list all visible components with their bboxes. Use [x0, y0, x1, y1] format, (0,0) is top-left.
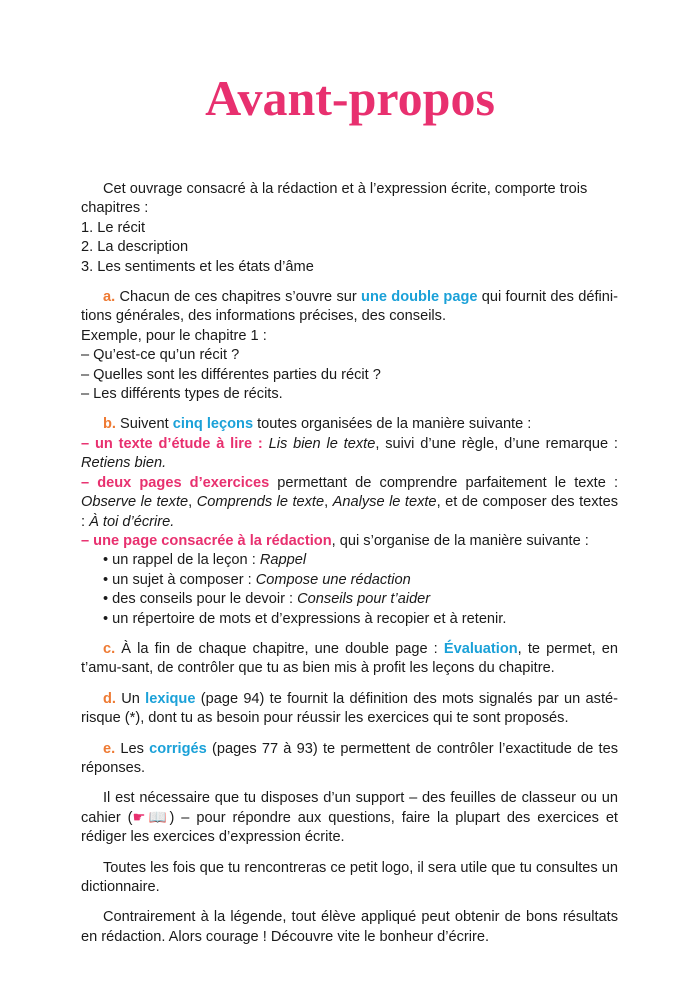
book-icon: 📖 [145, 809, 170, 826]
section-d: d. Un lexique (page 94) te fournit la définition des mots signalés par un asté-risque (*), dont tu as besoin pour réussir les exercices qui te sont proposés. [81, 690, 618, 727]
lesson-part-redaction: – une page consacrée à la rédaction, qui s’organise de la manière suivante : [81, 532, 589, 549]
chapter-item: 3. Les sentiments et les états d’âme [81, 258, 314, 275]
highlight-evaluation: Évaluation [443, 640, 518, 657]
section-e-letter: e. [103, 740, 116, 757]
section-a-letter: a. [103, 289, 116, 306]
section-b: b. Suivent cinq leçons toutes organisées de la manière suivante : [103, 416, 532, 433]
chapter-item: 1. Le récit [81, 219, 146, 236]
bullet-item: • un sujet à composer : Compose une rédaction [103, 571, 411, 588]
question-item: – Quelles sont les différentes parties du récit ? [81, 366, 381, 383]
highlight-lexique: lexique [145, 690, 196, 707]
bullet-item: • des conseils pour le devoir : Conseils pour t’aider [103, 591, 431, 608]
intro-paragraph: Cet ouvrage consacré à la rédaction et à l’expression écrite, comporte trois chapitres : [81, 181, 588, 217]
page-title: Avant-propos [205, 70, 495, 126]
lesson-part-texte: – un texte d’étude à lire : Lis bien le texte, suivi d’une règle, d’une remarque : Retiens bien. [81, 435, 618, 472]
section-e: e. Les corrigés (pages 77 à 93) te permettent de contrôler l’exactitude de tes réponses. [81, 740, 619, 776]
chapter-item: 2. La description [81, 239, 189, 256]
question-item: – Les différents types de récits. [81, 386, 283, 403]
section-c: c. À la fin de chaque chapitre, une double page : Évaluation, te permet, en t’amu-sant, de contrôler que tu as bien mis à profit les leçons du chapitre. [81, 640, 618, 677]
highlight-cinq-lecons: cinq leçons [172, 416, 254, 433]
example-line: Exemple, pour le chapitre 1 : [81, 327, 267, 344]
main-content [81, 180, 618, 947]
bullet-item: • un rappel de la leçon : Rappel [103, 552, 307, 569]
pointing-hand-icon: ☛ [132, 809, 146, 826]
bullet-item: • un répertoire de mots et d’expressions à recopier et à retenir. [103, 610, 507, 627]
question-item: – Qu’est-ce qu’un récit ? [81, 347, 240, 364]
lesson-part-exercices: – deux pages d’exercices permettant de comprendre parfaitement le texte : Observe le texte, Comprends le texte, Analyse le texte, et de composer des textes : À toi d’écrire. [81, 474, 619, 530]
highlight-double-page: une double page [361, 289, 478, 306]
section-c-letter: c. [103, 640, 116, 657]
section-a: a. Chacun de ces chapitres s’ouvre sur une double page qui fournit des défini-tions générales, des informations précises, des conseils. [81, 289, 618, 325]
section-d-letter: d. [103, 690, 116, 707]
logo-paragraph: Toutes les fois que tu rencontreras ce petit logo, il sera utile que tu consultes un dictionnaire. [81, 859, 618, 895]
section-b-letter: b. [103, 416, 116, 433]
highlight-corriges: corrigés [149, 740, 207, 757]
support-paragraph: Il est nécessaire que tu disposes d’un support – des feuilles de classeur ou un cahier (☛📖) – pour répondre aux questions, faire la plupart des exercices et rédiger les exercices d’expression écrite. [81, 790, 618, 846]
closing-paragraph: Contrairement à la légende, tout élève appliqué peut obtenir de bons résultats en rédaction. Alors courage ! Découvre vite le bonheur d’écrire. [81, 909, 618, 945]
